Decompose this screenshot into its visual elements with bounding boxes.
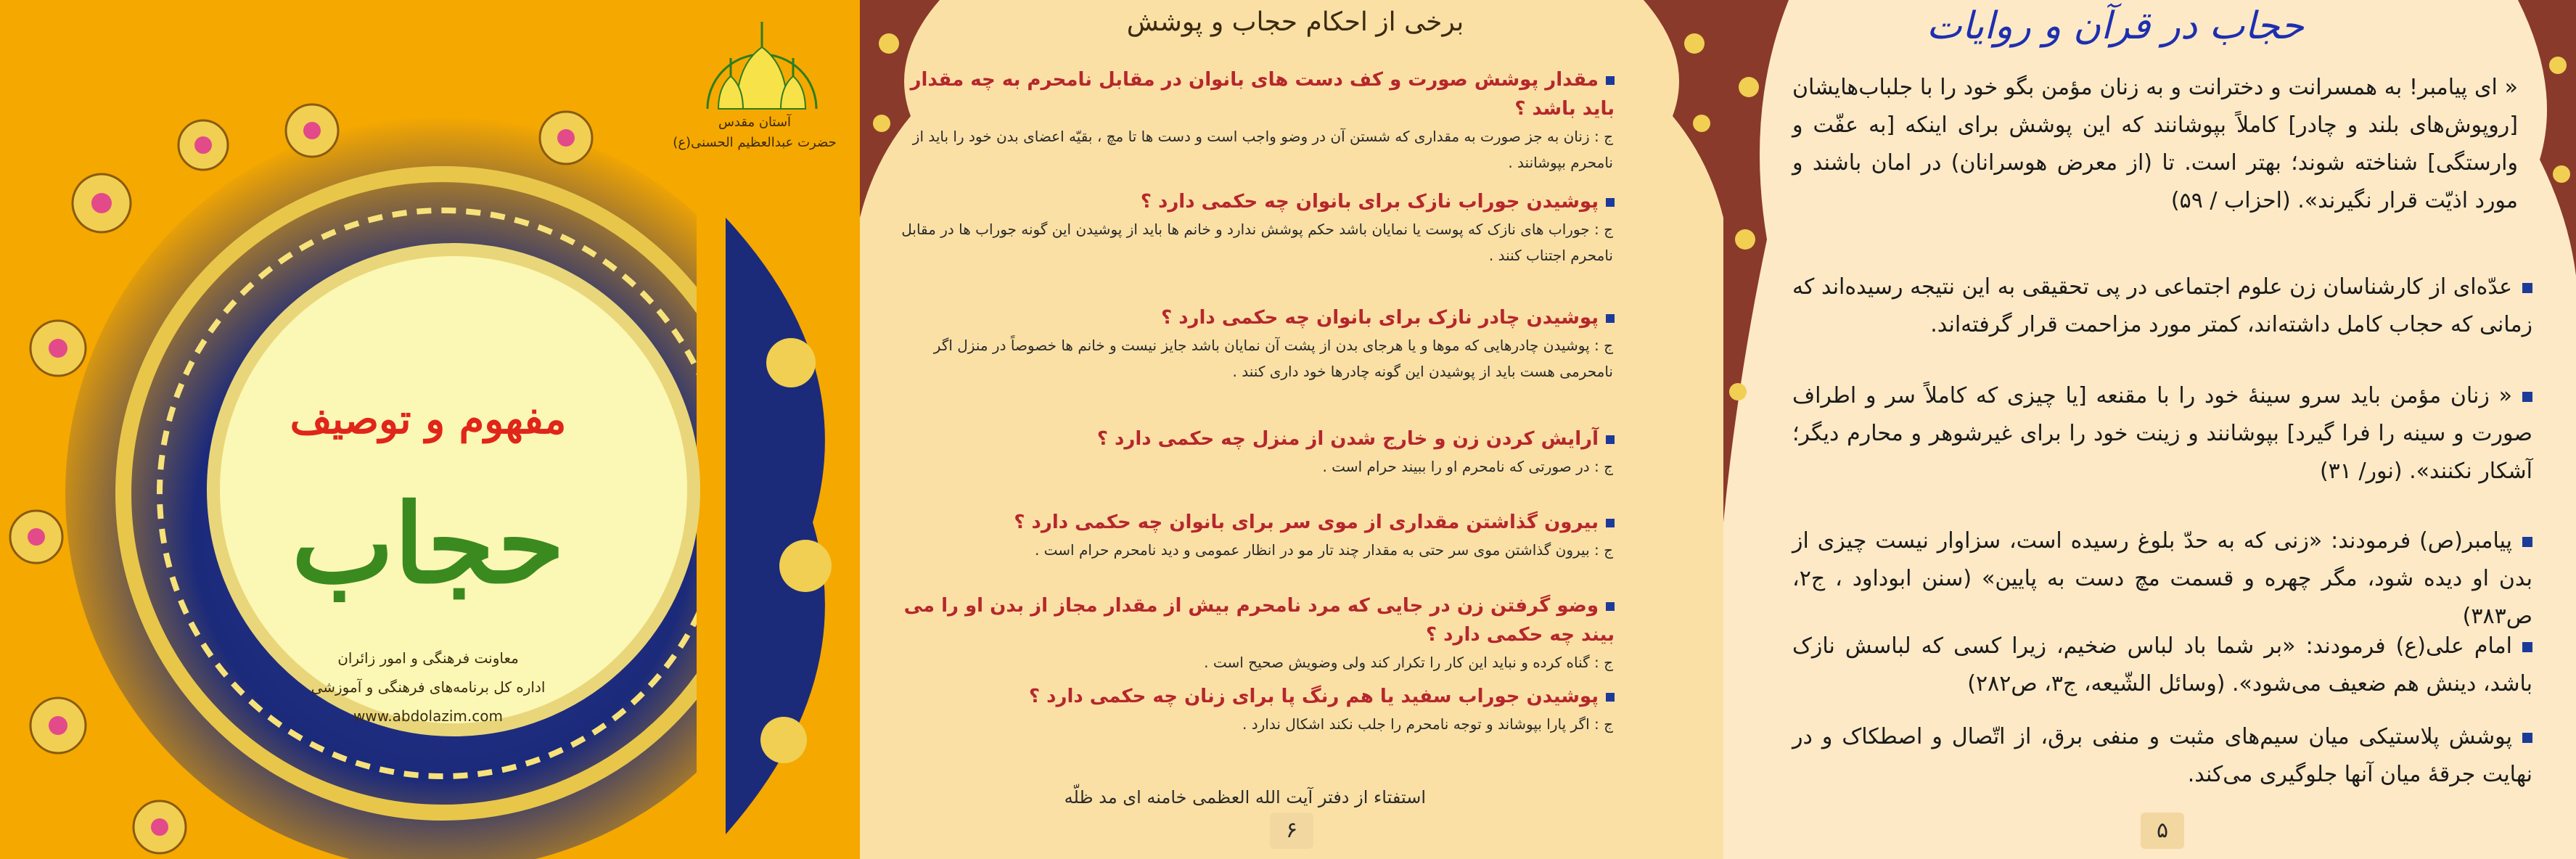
bullet-square-icon	[2522, 733, 2532, 743]
source-note: استفتاء از دفتر آیت الله العظمی خامنه ای مد ظلّه	[1064, 787, 1426, 807]
bullet-square-icon	[1606, 76, 1615, 85]
quran-quote: « ای پیامبر! به همسرانت و دخترانت و به زنان مؤمن بگو خود را با جلباب‌هایشان [روپوش‌های بلند و چادر] کاملاً بپوشانند که این پوشش برای اینکه [به عفّت و وارستگی] شناخته شوند؛ بهتر است. تا (از معرض هوسرانان) در امان باشند و مورد اذیّت قرار نگیرند». (احزاب / ۵۹)	[1792, 75, 2518, 213]
qa-item	[889, 682, 1615, 737]
rulings-heading: برخی از احکام حجاب و پوشش	[1126, 7, 1464, 37]
bullet-square-icon	[2522, 642, 2532, 652]
list-item: امام علی(ع) فرمودند: «بر شما باد لباس ضخیم، زیرا کسی که لباسش نازک باشد، دینش هم ضعیف می‌شود». (وسائل الشّیعه، ج۳، ص۲۸۲)	[1792, 633, 2532, 696]
bullet-square-icon	[1606, 519, 1615, 527]
logo-title: آستان مقدس	[718, 115, 792, 130]
cover-title: حجاب	[291, 480, 565, 608]
logo-text	[653, 112, 856, 153]
question: مقدار پوشش صورت و کف دست های بانوان در مقابل نامحرم به چه مقدار باید باشد ؟	[910, 69, 1615, 120]
bullet-square-icon	[1606, 314, 1615, 323]
corner-ornament	[2518, 0, 2576, 276]
answer: ج : جوراب های نازک که پوست یا نمایان باشد حکم پوشش ندارد و خانم ها باید از پوشیدن این گونه جوراب ها در مقابل نامحرم اجتناب کنند .	[901, 221, 1613, 264]
list-item: پوشش پلاستیکی میان سیم‌های مثبت و منفی برق، از اتّصال و اصطکاک و در نهایت جرقهٔ میان آنها جلوگیری می‌کند.	[1792, 724, 2532, 787]
page-number: ۵	[2141, 813, 2184, 849]
qa-item	[889, 303, 1615, 385]
rulings-panel	[860, 0, 1723, 859]
bullet-square-icon	[2522, 392, 2532, 402]
answer: ج : در صورتی که نامحرم او را ببیند حرام است .	[1322, 458, 1613, 475]
question: پوشیدن جوراب نازک برای بانوان چه حکمی دارد ؟	[889, 187, 1615, 216]
bullet-square-icon	[1606, 602, 1615, 611]
cover-credit-line2: اداره کل برنامه‌های فرهنگی و آموزشی	[311, 678, 546, 696]
bullet-square-icon	[1606, 435, 1615, 444]
answer: ج : اگر پارا بپوشاند و توجه نامحرم را جلب نکند اشکال ندارد .	[1242, 715, 1613, 733]
logo-subtitle: حضرت عبدالعظیم الحسنی(ع)	[673, 135, 837, 150]
question: پوشیدن چادر نازک برای بانوان چه حکمی دارد ؟	[889, 303, 1615, 332]
answer: ج : زنان به جز صورت به مقداری که شستن آن در وضو واجب است و دست ها تا مچ ، بقیّه اعضای بدن خود را باید از نامحرم بپوشانند .	[912, 128, 1613, 171]
answer: ج : پوشیدن چادرهایی که موها و یا هرجای بدن از پشت آن نمایان باشد جایز نیست و خانم ها خصوصاً در منزل اگر نامحرمی هست باید از پوشیدن این گونه چادرها خود داری کنند .	[933, 337, 1613, 380]
qa-item	[889, 424, 1615, 480]
cover-panel	[0, 0, 860, 859]
quran-heading: حجاب در قرآن و روایات	[1926, 4, 2305, 48]
bullet-square-icon	[1606, 693, 1615, 702]
arabesque-side-ornament	[726, 218, 860, 834]
answer: ج : بیرون گذاشتن موی سر حتی به مقدار چند تار مو در انظار عمومی و دید نامحرم حرام است .	[1034, 541, 1613, 559]
corner-ornament	[1644, 0, 1723, 218]
bullet-square-icon	[2522, 537, 2532, 547]
qa-item	[889, 65, 1615, 176]
quran-narrations-panel	[1723, 0, 2576, 859]
qa-item	[889, 508, 1615, 563]
cover-subtitle: مفهوم و توصیف	[290, 395, 567, 443]
qa-item	[889, 591, 1615, 675]
cover-credit-line1: معاونت فرهنگی و امور زائران	[337, 649, 519, 667]
page-number: ۶	[1270, 813, 1313, 849]
question: پوشیدن جوراب سفید یا هم رنگ پا برای زنان چه حکمی دارد ؟	[889, 682, 1615, 711]
qa-item	[889, 187, 1615, 268]
question: آرایش کردن زن و خارج شدن از منزل چه حکمی دارد ؟	[889, 424, 1615, 453]
website-link[interactable]: www.abdolazim.com	[353, 707, 503, 725]
question: بیرون گذاشتن مقداری از موی سر برای بانوان چه حکمی دارد ؟	[889, 508, 1615, 537]
bullet-square-icon	[1606, 198, 1615, 207]
answer: ج : گناه کرده و نباید این کار را تکرار کند ولی وضویش صحیح است .	[1204, 654, 1613, 671]
list-item: « زنان مؤمن باید سرو سینهٔ خود را با مقنعه [یا چیزی که کاملاً سر و اطراف صورت و سینه را فرا گیرد] بپوشانند و زینت خود را برای غیرشوهر و محارم دیگر؛ آشکار نکنند». (نور/ ۳۱)	[1792, 383, 2532, 484]
list-item: پیامبر(ص) فرمودند: «زنی که به حدّ بلوغ رسیده است، سزاوار نیست چیزی از بدن او دیده شود، مگر چهره و قسمت مچ دست به پایین» (سنن ابوداود ، ج۲، ص۳۸۳)	[1792, 528, 2532, 629]
shrine-logo-icon	[693, 7, 831, 116]
corner-ornament	[1723, 0, 1789, 522]
bullet-square-icon	[2522, 283, 2532, 293]
question: وضو گرفتن زن در جایی که مرد نامحرم بیش از مقدار مجاز از بدن او را می بیند چه حکمی دارد ؟	[903, 595, 1615, 646]
list-item: عدّه‌ای از کارشناسان زن علوم اجتماعی در پی تحقیقی به این نتیجه رسیده‌اند که زمانی که حجاب کامل داشته‌اند، کمتر مورد مزاحمت قرار گرفته‌اند.	[1792, 274, 2532, 337]
